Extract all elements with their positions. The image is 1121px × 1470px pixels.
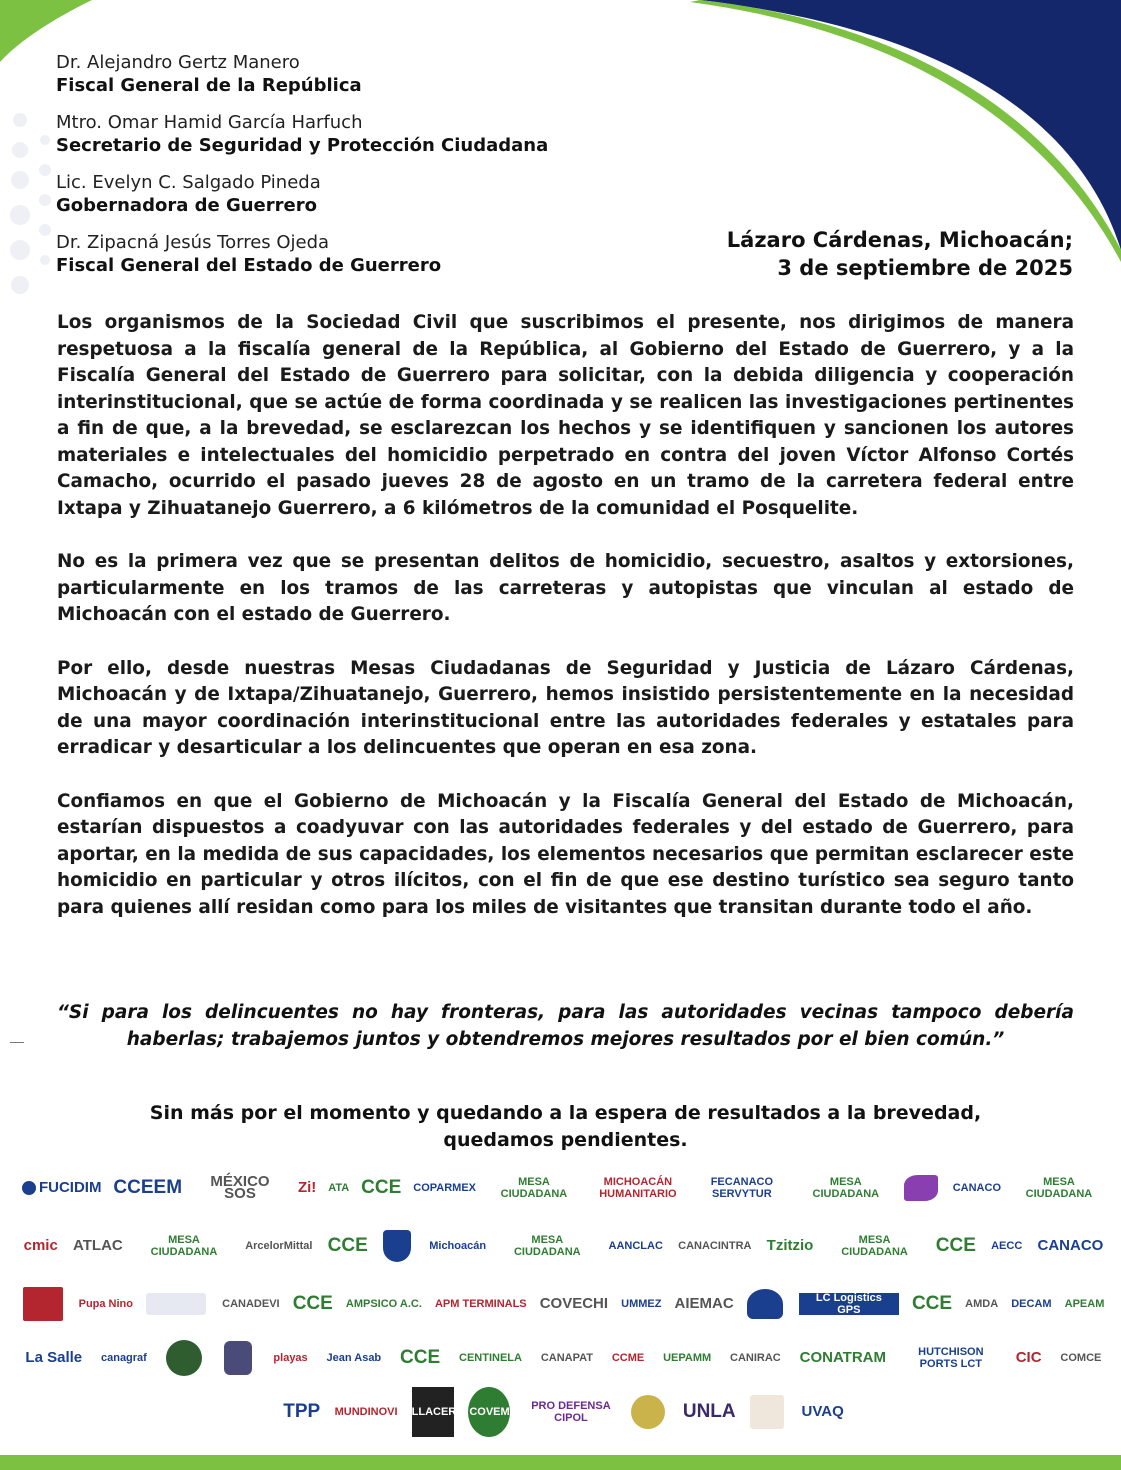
logo-row xyxy=(16,1279,1111,1329)
addressee-role: Secretario de Seguridad y Protección Ciudadana xyxy=(56,135,549,156)
addressee xyxy=(56,112,676,157)
logo: CCE xyxy=(292,1293,333,1314)
logo: MESA CIUDADANA xyxy=(841,1234,908,1258)
addressee xyxy=(56,172,676,217)
addressee-block xyxy=(56,52,676,292)
logo: ATA xyxy=(328,1182,350,1194)
logo: APM TERMINALS xyxy=(434,1298,527,1310)
logo: La Salle xyxy=(25,1349,83,1366)
addressee xyxy=(56,52,676,97)
logo: AMDA xyxy=(965,1298,999,1310)
letter-body xyxy=(57,310,1074,948)
date: 3 de septiembre de 2025 xyxy=(777,256,1073,280)
logo: CCE xyxy=(935,1235,976,1256)
logo: FUCIDIM xyxy=(22,1163,102,1213)
logo: Michoacán xyxy=(429,1240,487,1252)
logo: canagraf xyxy=(100,1352,147,1364)
logo: CANACO xyxy=(952,1182,1001,1194)
body-paragraph: No es la primera vez que se presentan delitos de homicidio, secuestro, asaltos y extorsiones, particularmente en los tramos de las carreteras y autopistas que vinculan al estado de Michoacán con el estado de Guerrero. xyxy=(57,551,1074,625)
body-paragraph: Los organismos de la Sociedad Civil que suscribimos el presente, nos dirigimos de manera respetuosa a la fiscalía general de la República, al Gobierno del Estado de Guerrero, y a la Fiscalía General del Estado de Guerrero para solicitar, con la debida diligencia y cooperación interinstitucional, que se actúe de forma coordinada y se realicen las investigaciones pertinentes a fin de que, a la brevedad, se esclarezcan los hechos y se identifiquen y sancionen los autores materiales e intelectuales del homicidio perpetrado en contra del joven Víctor Alfonso Cortés Camacho, ocurrido el pasado jueves 28 de agosto en un tramo de la carretera federal entre Ixtapa y Zihuatanejo Guerrero, a 6 kilómetros de la comunidad el Posquelite. xyxy=(57,312,1074,519)
logo: Jean Asab xyxy=(326,1352,382,1364)
bottom-accent-bar xyxy=(0,1455,1121,1470)
logo: PRO DEFENSA CIPOL xyxy=(531,1400,611,1424)
closing-line: Sin más por el momento y quedando a la espera de resultados a la brevedad, xyxy=(149,1102,982,1124)
logo: CCE xyxy=(327,1235,368,1256)
logo: CANADEVI xyxy=(222,1298,280,1310)
addressee-role: Fiscal General de la República xyxy=(56,75,362,96)
place-date xyxy=(727,226,1073,282)
logo: MESA CIUDADANA xyxy=(812,1176,880,1200)
addressee xyxy=(56,232,676,277)
logo: CCME xyxy=(611,1352,645,1364)
body-paragraph: Por ello, desde nuestras Mesas Ciudadanas de Seguridad y Justicia de Lázaro Cárdenas, Michoacán y de Ixtapa/Zihuatanejo, Guerrero, hemos insistido persistentemente en la necesidad de una mayor coordinación interinstitucional entre las autoridades federales y estatales para erradicar y desarticular a los delincuentes que operan en esa zona. xyxy=(57,657,1074,758)
logo: CCEEM xyxy=(113,1177,183,1198)
hummingbird-logo-icon xyxy=(904,1163,941,1213)
logo: MÉXICO SOS xyxy=(210,1173,270,1202)
logo: playas xyxy=(273,1352,308,1364)
closing-line: quedamos pendientes. xyxy=(443,1129,688,1151)
logo: ATLAC xyxy=(73,1237,123,1254)
logo: APEAM xyxy=(1064,1298,1105,1310)
logo: CANAPAT xyxy=(540,1352,593,1364)
margin-mark xyxy=(10,1042,24,1043)
logo-row xyxy=(16,1333,1111,1383)
signatory-logos xyxy=(16,1163,1111,1443)
logo-mark-icon xyxy=(22,1181,36,1195)
quote: “Si para los delincuentes no hay fronteras, para las autoridades vecinas tampoco debería haberlas; trabajemos juntos y obtendremos mejores resultados por el bien común.” xyxy=(57,1002,1074,1050)
logo: MESA CIUDADANA xyxy=(513,1234,581,1258)
logo: DECAM xyxy=(1011,1298,1052,1310)
logo: VILLACERO xyxy=(412,1387,454,1437)
logo: Tzitzio xyxy=(766,1237,814,1254)
logo xyxy=(750,1387,787,1437)
logo: CIC xyxy=(1015,1349,1042,1366)
logo: UNLA xyxy=(682,1401,736,1422)
addressee-name: Lic. Evelyn C. Salgado Pineda xyxy=(56,172,321,193)
logo: CCE xyxy=(911,1293,953,1314)
closing xyxy=(57,1100,1074,1154)
addressee-name: Dr. Zipacná Jesús Torres Ojeda xyxy=(56,232,330,253)
logo: AIEMAC xyxy=(674,1295,734,1312)
ship-logo-icon xyxy=(747,1279,786,1329)
logo: AECC xyxy=(991,1240,1023,1252)
seal-logo-icon xyxy=(631,1387,668,1437)
addressee-name: Dr. Alejandro Gertz Manero xyxy=(56,52,300,73)
logo: FECANACO SERVYTUR xyxy=(710,1176,774,1200)
logo xyxy=(146,1279,209,1329)
logo-row xyxy=(16,1163,1111,1213)
addressee-name: Mtro. Omar Hamid García Harfuch xyxy=(56,112,363,133)
logo: AANCLAC xyxy=(608,1240,663,1252)
logo: ArcelorMittal xyxy=(245,1240,313,1252)
crest-logo-icon xyxy=(224,1333,255,1383)
logo: TPP xyxy=(283,1401,321,1422)
logo: UVAQ xyxy=(801,1403,844,1420)
logo: LC Logistics GPS xyxy=(799,1293,899,1315)
addressee-role: Gobernadora de Guerrero xyxy=(56,195,317,216)
addressee-role: Fiscal General del Estado de Guerrero xyxy=(56,255,442,276)
logo: COVEM xyxy=(468,1387,510,1437)
logo: MESA CIUDADANA xyxy=(500,1176,568,1200)
logo-row xyxy=(16,1387,1111,1437)
logo: MUNDINOVI xyxy=(334,1406,398,1418)
logo: UMMEZ xyxy=(621,1298,662,1310)
logo-row xyxy=(16,1221,1111,1271)
logo: Pupa Nino xyxy=(78,1298,133,1310)
logo: AMPSICO A.C. xyxy=(345,1298,422,1310)
logo: COPARMEX xyxy=(413,1182,476,1194)
building-logo-icon xyxy=(23,1279,66,1329)
body-paragraph: Confiamos en que el Gobierno de Michoacán y la Fiscalía General del Estado de Michoacán, estarían dispuestos a coadyuvar con las autoridades federales y del estado de Guerrero, para aportar, en la medida de sus capacidades, los elementos necesarios que permitan esclarecer este homicidio en particular y otros ilícitos, con el fin de que ese destino turístico sea seguro tanto para quienes allí residan como para los miles de visitantes que transitan durante todo el año. xyxy=(57,790,1074,918)
logo: UEPAMM xyxy=(663,1352,712,1364)
logo: Zi! xyxy=(297,1179,317,1196)
seal-logo-icon xyxy=(166,1333,205,1383)
logo: COMCE xyxy=(1060,1352,1102,1364)
logo: CENTINELA xyxy=(459,1352,522,1364)
logo: cmic xyxy=(23,1237,58,1254)
logo: CONATRAM xyxy=(799,1349,886,1366)
logo: CCE xyxy=(400,1347,441,1368)
logo: MESA CIUDADANA xyxy=(1025,1176,1093,1200)
shield-logo-icon xyxy=(383,1221,414,1271)
place: Lázaro Cárdenas, Michoacán; xyxy=(726,228,1073,252)
logo: CANACINTRA xyxy=(678,1240,752,1252)
logo: HUTCHISON PORTS LCT xyxy=(918,1346,984,1370)
logo: CCE xyxy=(361,1177,402,1198)
logo: COVECHI xyxy=(539,1295,609,1312)
logo: MICHOACÁN HUMANITARIO xyxy=(599,1176,677,1200)
logo: MESA CIUDADANA xyxy=(150,1234,218,1258)
logo: CANACO xyxy=(1037,1237,1104,1254)
logo: CANIRAC xyxy=(730,1352,781,1364)
